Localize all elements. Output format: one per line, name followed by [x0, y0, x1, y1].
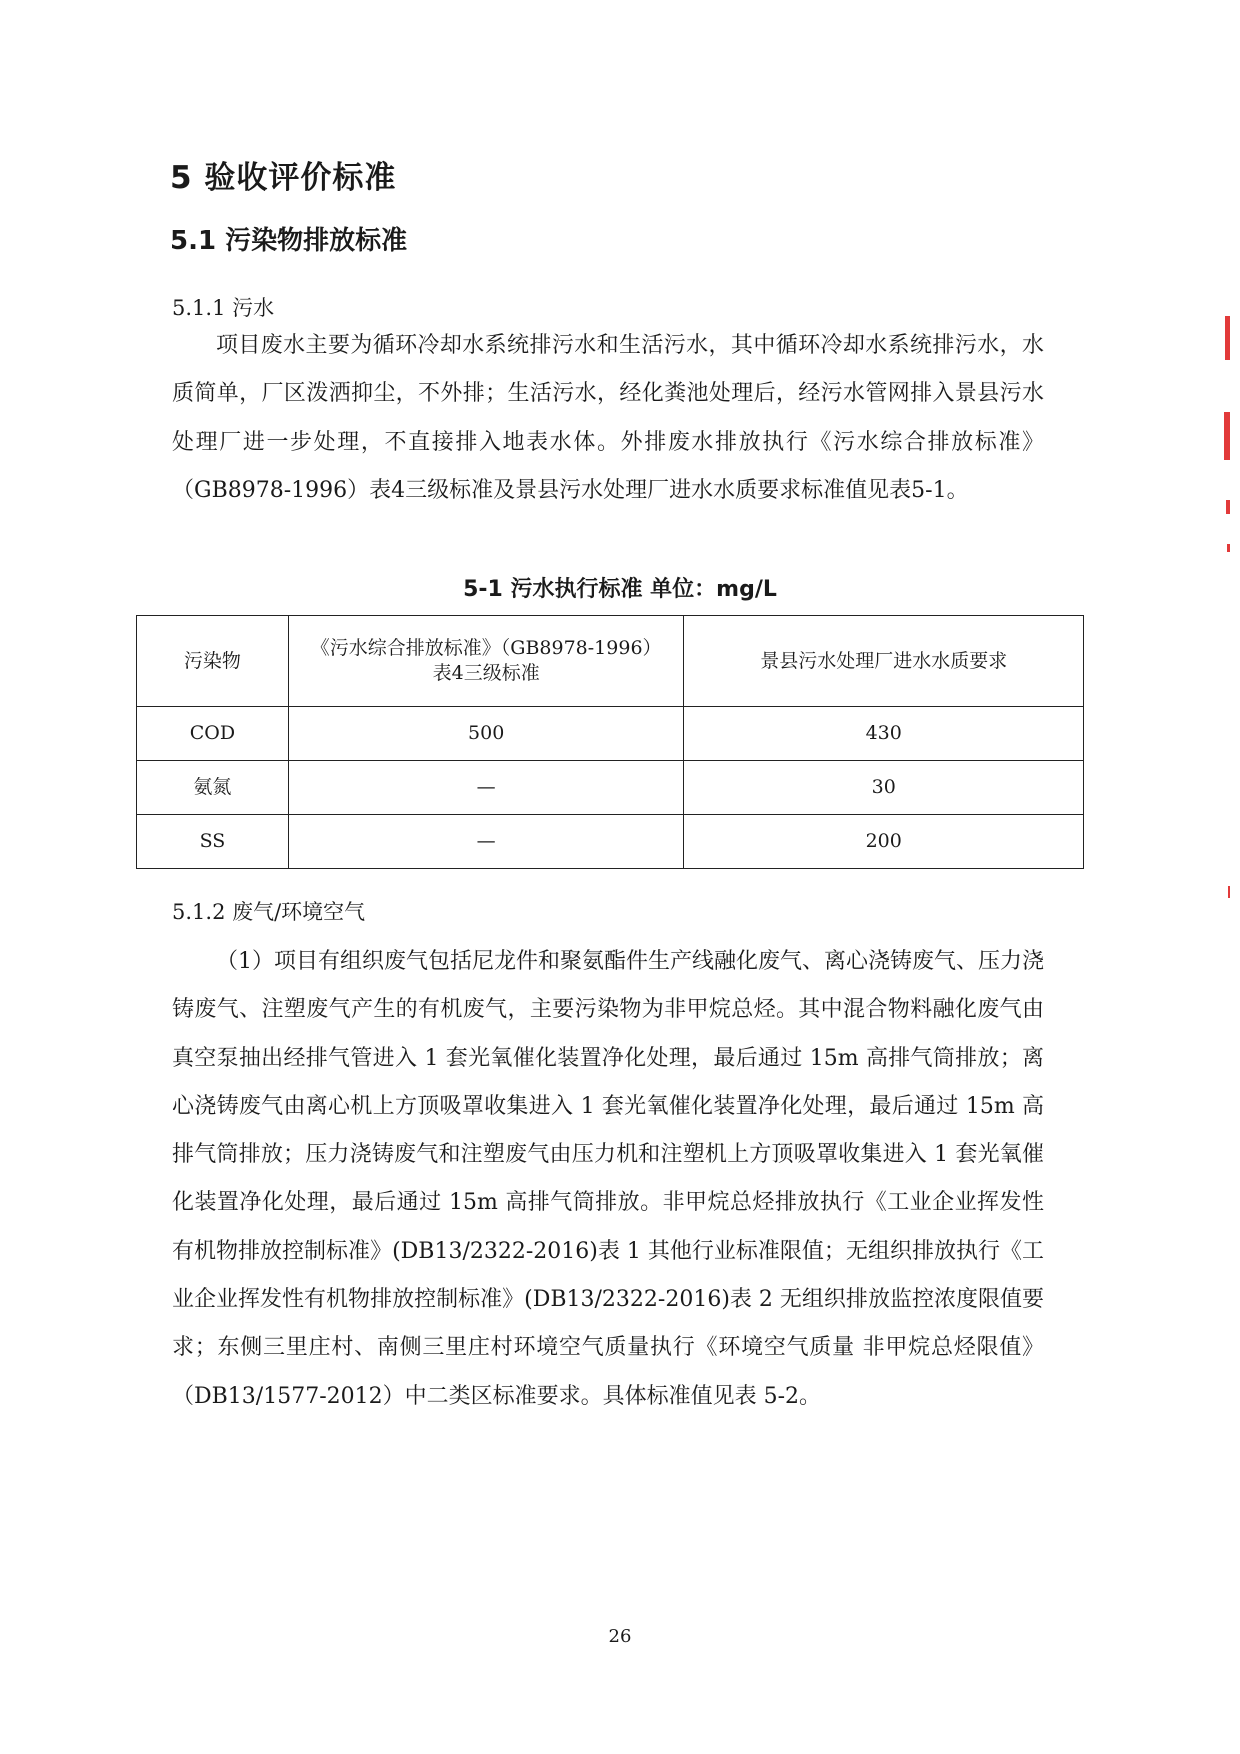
cell-pollutant: SS	[137, 815, 289, 869]
header-gb-standard	[288, 616, 684, 707]
chapter-heading: 5 验收评价标准	[170, 160, 397, 196]
cell-pollutant: COD	[137, 707, 289, 761]
wastewater-standards-table	[136, 615, 1084, 869]
table-row	[137, 761, 1084, 815]
cell-plant-requirement: 430	[684, 707, 1084, 761]
header-plant-requirement: 景县污水处理厂进水水质要求	[684, 616, 1084, 707]
header-gb-standard-line1: 《污水综合排放标准》（GB8978-1996）	[310, 637, 662, 659]
paragraph-air: （1）项目有组织废气包括尼龙件和聚氨酯件生产线融化废气、离心浇铸废气、压力浇铸废气、注塑废气产生的有机废气，主要污染物为非甲烷总烃。其中混合物料融化废气由真空泵抽出经排气管进入 1 套光氧催化装置净化处理，最后通过 15m 高排气筒排放；离心浇铸废气由离心机上方顶吸罩收集进入 1 套光氧催化装置净化处理，最后通过 15m 高排气筒排放；压力浇铸废气和注塑废气由压力机和注塑机上方顶吸罩收集进入 1 套光氧催化装置净化处理，最后通过 15m 高排气筒排放。非甲烷总烃排放执行《工业企业挥发性有机物排放控制标准》(DB13/2322-2016)表 1 其他行业标准限值；无组织排放执行《工业企业挥发性有机物排放控制标准》(DB13/2322-2016)表 2 无组织排放监控浓度限值要求；东侧三里庄村、南侧三里庄村环境空气质量执行《环境空气质量 非甲烷总烃限值》（DB13/1577-2012）中二类区标准要求。具体标准值见表 5-2。	[172, 949, 1044, 1409]
seal-fragment-mark	[1224, 412, 1230, 460]
header-gb-standard-line2: 表4三级标准	[432, 662, 540, 684]
seal-fragment-mark	[1226, 500, 1230, 514]
table-header-row	[137, 616, 1084, 707]
cell-gb-standard: —	[288, 815, 684, 869]
page-number: 26	[608, 1626, 632, 1647]
seal-fragment-mark	[1227, 544, 1230, 552]
subsection-heading-air: 5.1.2 废气/环境空气	[172, 900, 366, 924]
section-heading: 5.1 污染物排放标准	[170, 226, 408, 256]
cell-gb-standard: 500	[288, 707, 684, 761]
subsection-heading-wastewater: 5.1.1 污水	[172, 296, 275, 320]
header-pollutant: 污染物	[137, 616, 289, 707]
cell-plant-requirement: 200	[684, 815, 1084, 869]
table-row	[137, 707, 1084, 761]
cell-gb-standard: —	[288, 761, 684, 815]
cell-pollutant: 氨氮	[137, 761, 289, 815]
table-row	[137, 815, 1084, 869]
table-caption: 5-1 污水执行标准 单位：mg/L	[463, 577, 777, 602]
seal-fragment-mark	[1228, 886, 1230, 898]
paragraph-wastewater: 项目废水主要为循环冷却水系统排污水和生活污水，其中循环冷却水系统排污水，水质简单，厂区泼洒抑尘，不外排；生活污水，经化粪池处理后，经污水管网排入景县污水处理厂进一步处理，不直接排入地表水体。外排废水排放执行《污水综合排放标准》（GB8978-1996）表4三级标准及景县污水处理厂进水水质要求标准值见表5-1。	[172, 333, 1044, 503]
cell-plant-requirement: 30	[684, 761, 1084, 815]
seal-fragment-mark	[1225, 316, 1230, 360]
